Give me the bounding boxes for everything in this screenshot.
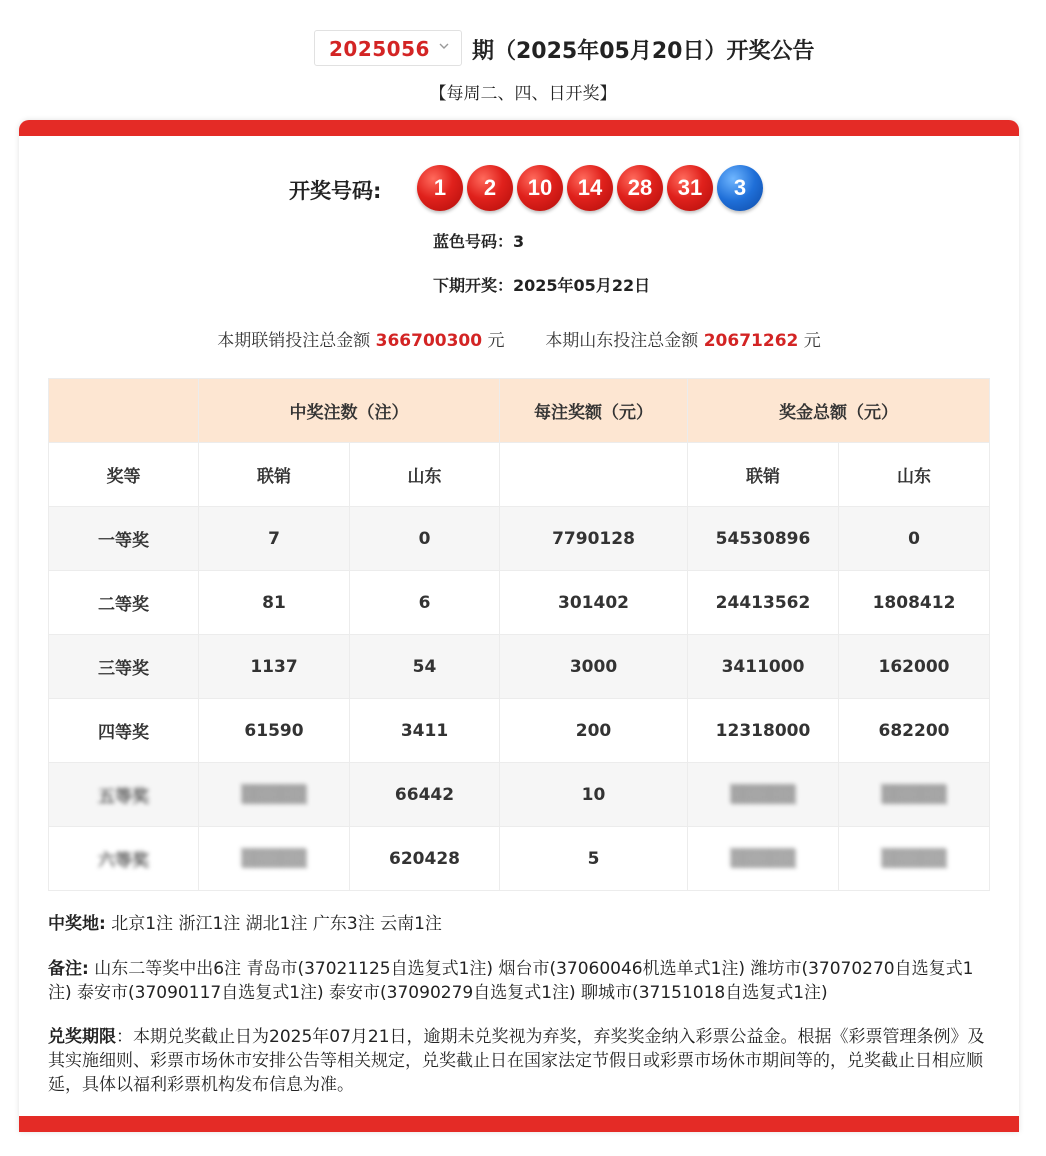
- sd-sales-unit: 元: [803, 331, 821, 351]
- blurred-text: 五等奖: [98, 787, 149, 807]
- table-cell: 620428: [350, 827, 500, 891]
- blurred-text: ▒▒▒▒▒: [730, 848, 796, 869]
- sd-sales-amount: 20671262: [703, 331, 799, 351]
- red-ball-6: 31: [667, 165, 713, 211]
- draw-numbers-label: 开奖号码:: [289, 179, 382, 203]
- prize-table: [48, 378, 990, 891]
- table-cell: 301402: [500, 571, 688, 635]
- joint-sales-amount: 366700300: [375, 331, 483, 351]
- table-subheader-cell: 联销: [688, 443, 839, 507]
- winners-label: 中奖地:: [48, 914, 106, 934]
- table-cell: 200: [500, 699, 688, 763]
- blurred-text: 六等奖: [98, 851, 149, 871]
- draw-schedule: 【每周二、四、日开奖】: [429, 84, 617, 104]
- table-header-per-prize: 每注奖额（元）: [500, 379, 688, 443]
- table-cell: 682200: [839, 699, 990, 763]
- red-ball-2: 2: [467, 165, 513, 211]
- table-cell: [688, 827, 839, 891]
- red-ball-3: 10: [517, 165, 563, 211]
- table-cell: 四等奖: [49, 699, 199, 763]
- table-cell: 6: [350, 571, 500, 635]
- table-cell: 54530896: [688, 507, 839, 571]
- table-cell: [839, 827, 990, 891]
- issue-select[interactable]: [314, 30, 462, 66]
- table-cell: 10: [500, 763, 688, 827]
- next-draw-date: 2025年05月22日: [513, 276, 651, 295]
- table-cell: 162000: [839, 635, 990, 699]
- table-cell: 54: [350, 635, 500, 699]
- blue-number-line: [433, 229, 524, 252]
- table-cell: 24413562: [688, 571, 839, 635]
- blue-number-value: 3: [513, 232, 525, 251]
- remark-label: 备注:: [48, 959, 89, 979]
- page-title: 期（2025年05月20日）开奖公告: [472, 39, 815, 64]
- sales-summary: [19, 326, 1019, 351]
- table-cell: 7790128: [500, 507, 688, 571]
- table-cell: [688, 763, 839, 827]
- red-ball-5: 28: [617, 165, 663, 211]
- table-row: [49, 763, 990, 827]
- table-cell: 3411: [350, 699, 500, 763]
- winners-text: 北京1注 浙江1注 湖北1注 广东3注 云南1注: [111, 914, 442, 934]
- table-cell: 7: [199, 507, 350, 571]
- remark: [48, 957, 993, 1005]
- table-cell: 3000: [500, 635, 688, 699]
- card-bottom-bar: [19, 1116, 1019, 1132]
- table-header-row: [49, 379, 990, 443]
- table-subheader-cell: 山东: [350, 443, 500, 507]
- table-row: [49, 699, 990, 763]
- table-subheader-cell: 奖等: [49, 443, 199, 507]
- card-top-bar: [19, 120, 1019, 136]
- next-draw-line: [433, 273, 650, 296]
- table-cell: [199, 763, 350, 827]
- blurred-text: ▒▒▒▒▒: [881, 848, 947, 869]
- table-cell: 二等奖: [49, 571, 199, 635]
- table-subheader-cell: 山东: [839, 443, 990, 507]
- result-card: [19, 120, 1019, 1132]
- table-cell: [199, 827, 350, 891]
- table-cell: [839, 763, 990, 827]
- table-cell: 81: [199, 571, 350, 635]
- table-header-winners: 中奖注数（注）: [199, 379, 500, 443]
- table-subheader-cell: 联销: [199, 443, 350, 507]
- table-header-total: 奖金总额（元）: [688, 379, 990, 443]
- blurred-text: ▒▒▒▒▒: [241, 784, 307, 805]
- red-ball-1: 1: [417, 165, 463, 211]
- table-row: [49, 635, 990, 699]
- table-subheader-row: [49, 443, 990, 507]
- claim-deadline: [48, 1025, 993, 1097]
- table-row: [49, 507, 990, 571]
- blurred-text: ▒▒▒▒▒: [881, 784, 947, 805]
- table-cell: 66442: [350, 763, 500, 827]
- table-cell: 1808412: [839, 571, 990, 635]
- joint-sales-label: 本期联销投注总金额: [217, 331, 371, 351]
- next-draw-label: 下期开奖：: [433, 276, 514, 295]
- table-subheader-cell: [500, 443, 688, 507]
- table-cell: 3411000: [688, 635, 839, 699]
- table-row: [49, 827, 990, 891]
- deadline-text: ：本期兑奖截止日为2025年07月21日，逾期未兑奖视为弃奖，弃奖奖金纳入彩票公益金。根据《彩票管理条例》及其实施细则、彩票市场休市安排公告等相关规定，兑奖截止日在国家法定节假日或彩票市场休市期间等的，兑奖截止日相应顺延，具体以福利彩票机构发布信息为准。: [48, 1027, 985, 1095]
- deadline-label: 兑奖期限: [48, 1027, 116, 1047]
- sd-sales-label: 本期山东投注总金额: [545, 331, 699, 351]
- issue-number: 2025056: [329, 37, 430, 61]
- blurred-text: ▒▒▒▒▒: [730, 784, 796, 805]
- table-cell: 12318000: [688, 699, 839, 763]
- blue-ball: 3: [717, 165, 763, 211]
- remark-text: 山东二等奖中出6注 青岛市(37021125自选复式1注) 烟台市(37060046机选单式1注) 潍坊市(37070270自选复式1注) 泰安市(37090117自选复式1注) 泰安市(37090279自选复式1注) 聊城市(37151018自选复式1注): [48, 959, 974, 1003]
- blue-number-label: 蓝色号码：: [433, 232, 514, 251]
- winning-locations: [48, 912, 993, 936]
- page-header: [0, 30, 1046, 70]
- blurred-text: ▒▒▒▒▒: [241, 848, 307, 869]
- table-header-cell: [49, 379, 199, 443]
- table-cell: 61590: [199, 699, 350, 763]
- table-cell: 5: [500, 827, 688, 891]
- table-cell: 三等奖: [49, 635, 199, 699]
- table-cell: 0: [350, 507, 500, 571]
- joint-sales-unit: 元: [487, 331, 505, 351]
- table-cell: 0: [839, 507, 990, 571]
- table-row: [49, 571, 990, 635]
- table-cell: 1137: [199, 635, 350, 699]
- chevron-down-icon: [437, 39, 451, 53]
- table-cell: [49, 763, 199, 827]
- table-cell: [49, 827, 199, 891]
- table-cell: 一等奖: [49, 507, 199, 571]
- red-ball-4: 14: [567, 165, 613, 211]
